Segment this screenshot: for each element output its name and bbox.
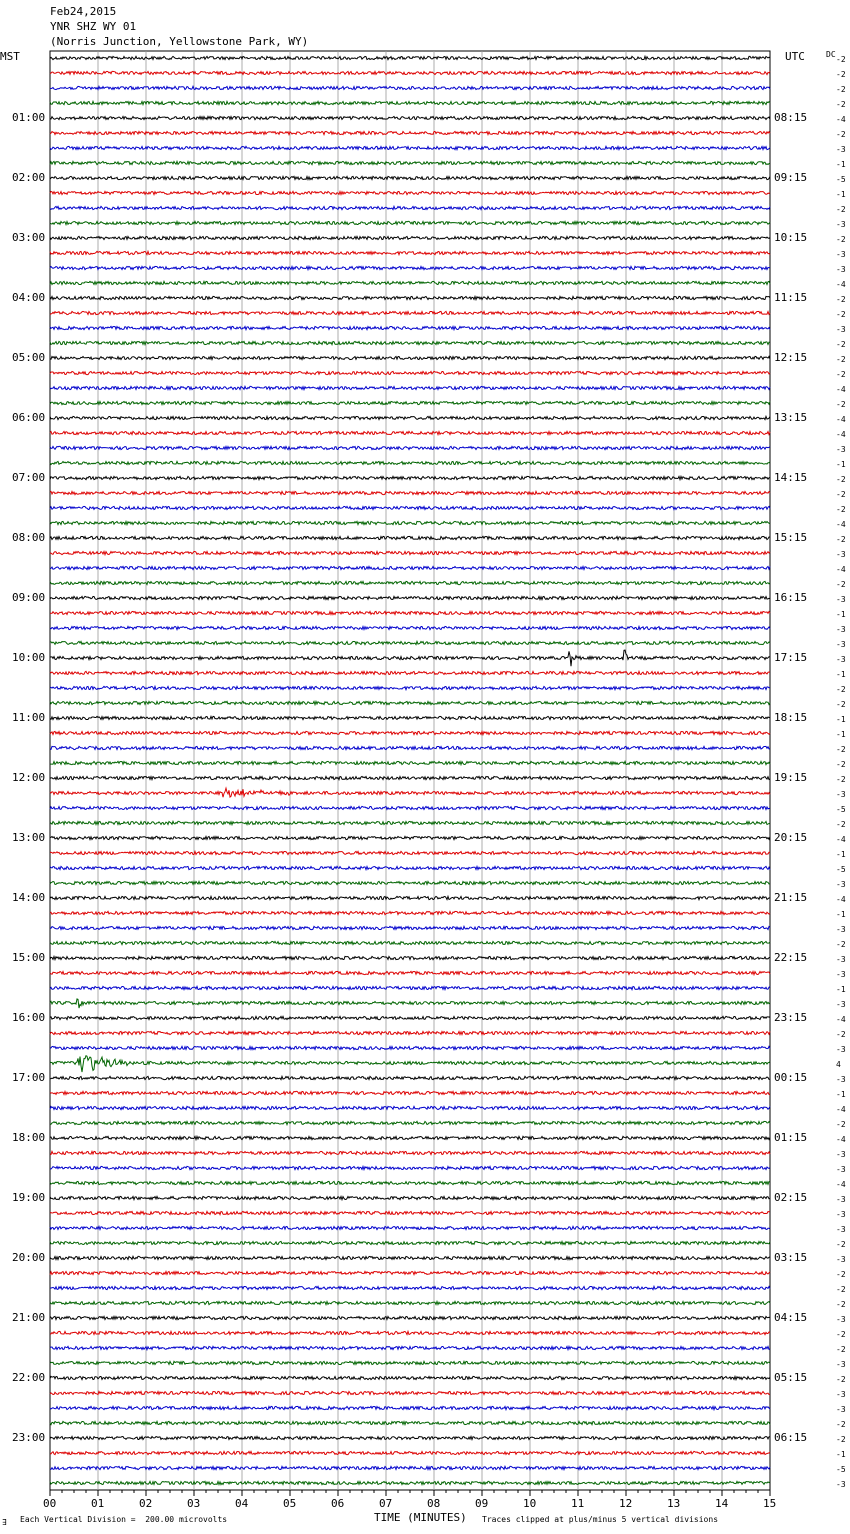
dc-offset-label: -3 [836,145,846,154]
x-tick-label: 01 [91,1497,105,1510]
dc-offset-label: -3 [836,1045,846,1054]
dc-offset-label: -1 [836,610,846,619]
dc-offset-label: -2 [836,1330,846,1339]
utc-hour-label: 12:15 [774,351,808,364]
dc-offset-label: -4 [836,115,846,124]
recording-date: Feb24,2015 [50,5,117,18]
mst-hour-label: 06:00 [12,411,46,424]
seismic-trace [50,1226,770,1229]
dc-offset-label: -3 [836,1150,846,1159]
seismic-trace [50,476,770,479]
seismic-trace [50,101,770,104]
dc-offset-label: -3 [836,595,846,604]
dc-offset-label: -2 [836,1285,846,1294]
seismic-trace [50,56,770,59]
seismic-trace [50,1301,770,1304]
dc-offset-label: -2 [836,490,846,499]
mst-hour-label: 18:00 [12,1131,46,1144]
mst-hour-label: 09:00 [12,591,46,604]
left-axis-title: MST [0,50,20,63]
dc-label: DC [826,50,836,59]
dc-offset-label: -3 [836,325,846,334]
dc-offset-label: -3 [836,640,846,649]
dc-offset-label: -3 [836,1165,846,1174]
dc-offset-label: -4 [836,1135,846,1144]
dc-offset-label: -3 [836,220,846,229]
seismic-trace [50,1166,770,1169]
utc-hour-label: 21:15 [774,891,808,904]
seismic-trace [50,971,770,974]
seismic-trace [50,1091,770,1094]
dc-offset-label: -3 [836,1195,846,1204]
utc-hour-label: 03:15 [774,1251,808,1264]
seismic-trace [50,1106,770,1109]
seismic-trace [50,461,770,464]
seismic-trace [50,581,770,584]
dc-offset-label: -2 [836,1030,846,1039]
x-tick-label: 08 [427,1497,441,1510]
seismic-trace [50,1271,770,1274]
seismic-trace [50,1046,770,1049]
seismic-trace [50,866,770,869]
seismic-trace [50,1421,770,1424]
utc-hour-label: 05:15 [774,1371,808,1384]
mst-hour-label: 07:00 [12,471,46,484]
dc-offset-label: -2 [836,310,846,319]
seismic-trace [50,926,770,929]
utc-hour-label: 22:15 [774,951,808,964]
seismic-trace [50,1436,770,1439]
dc-offset-label: -3 [836,1480,846,1489]
dc-offset-label: -3 [836,445,846,454]
seismic-trace [50,596,770,599]
dc-offset-label: -3 [836,1000,846,1009]
dc-offset-label: -3 [836,1405,846,1414]
seismic-trace [50,71,770,74]
x-tick-label: 05 [283,1497,297,1510]
seismic-trace [50,806,770,809]
utc-hour-label: 18:15 [774,711,808,724]
seismic-trace [50,641,770,644]
utc-hour-label: 02:15 [774,1191,808,1204]
dc-offset-label: -4 [836,1180,846,1189]
dc-offset-label: -2 [836,70,846,79]
dc-offset-label: -2 [836,775,846,784]
utc-hour-label: 19:15 [774,771,808,784]
utc-hour-label: 10:15 [774,231,808,244]
dc-offset-label: 4 [836,1060,841,1069]
seismic-trace [50,536,770,539]
dc-offset-label: -3 [836,970,846,979]
seismic-trace [50,1331,770,1334]
seismic-trace [50,386,770,389]
seismic-trace [50,836,770,839]
dc-offset-label: -2 [836,685,846,694]
dc-offset-label: -3 [836,880,846,889]
dc-offset-label: -2 [836,235,846,244]
seismic-trace [50,416,770,419]
seismic-trace [50,86,770,89]
x-tick-label: 10 [523,1497,537,1510]
dc-offset-label: -1 [836,985,846,994]
dc-offset-label: -5 [836,865,846,874]
seismic-trace [50,191,770,194]
seismic-trace [50,116,770,119]
seismic-trace [50,491,770,494]
seismic-trace [50,731,770,734]
seismic-trace [50,1031,770,1034]
dc-offset-label: -1 [836,910,846,919]
dc-offset-label: -2 [836,1240,846,1249]
seismic-trace [50,1196,770,1199]
dc-offset-label: -4 [836,565,846,574]
seismic-trace [50,1376,770,1379]
seismic-trace [50,551,770,554]
dc-offset-label: -3 [836,1225,846,1234]
seismic-trace [50,626,770,629]
dc-offset-label: -4 [836,520,846,529]
seismic-trace [50,1256,770,1259]
seismic-trace [50,341,770,344]
dc-offset-label: -2 [836,745,846,754]
seismic-trace [50,311,770,314]
seismic-trace [50,999,770,1008]
seismic-trace [50,1181,770,1184]
x-tick-label: 00 [43,1497,57,1510]
vertical-division-note: Each Vertical Division = 200.00 microvolts [20,1515,228,1524]
seismic-trace [50,1466,770,1469]
seismic-trace [50,371,770,374]
dc-offset-label: -1 [836,1450,846,1459]
x-tick-label: 14 [715,1497,729,1510]
seismic-trace [50,1211,770,1214]
seismic-trace [50,1121,770,1124]
mst-hour-label: 17:00 [12,1071,46,1084]
utc-hour-label: 14:15 [774,471,808,484]
utc-hour-label: 15:15 [774,531,808,544]
seismic-trace [50,746,770,749]
mst-hour-label: 19:00 [12,1191,46,1204]
seismic-trace [50,1406,770,1409]
seismic-trace [50,1346,770,1349]
dc-offset-label: -1 [836,460,846,469]
dc-offset-label: -3 [836,625,846,634]
mst-hour-label: 20:00 [12,1251,46,1264]
mst-hour-label: 10:00 [12,651,46,664]
dc-offset-label: -2 [836,400,846,409]
station-name: YNR SHZ WY 01 [50,20,137,33]
seismic-trace [50,446,770,449]
mst-hour-label: 15:00 [12,951,46,964]
dc-offset-label: -2 [836,1270,846,1279]
seismic-trace [50,431,770,434]
dc-offset-label: -1 [836,190,846,199]
mst-hour-label: 14:00 [12,891,46,904]
x-tick-label: 02 [139,1497,153,1510]
mst-hour-label: 23:00 [12,1431,46,1444]
dc-offset-label: -2 [836,205,846,214]
dc-offset-label: -2 [836,295,846,304]
x-tick-label: 09 [475,1497,489,1510]
seismic-trace [50,281,770,284]
utc-hour-label: 16:15 [774,591,808,604]
seismic-trace [50,911,770,914]
utc-hour-label: 06:15 [774,1431,808,1444]
seismic-trace [50,1286,770,1289]
seismic-trace [50,881,770,884]
dc-offset-label: -2 [836,85,846,94]
dc-offset-label: -3 [836,265,846,274]
seismic-trace [50,986,770,989]
dc-offset-label: -2 [836,475,846,484]
seismic-trace [50,650,770,666]
seismic-trace [50,146,770,149]
dc-offset-label: -4 [836,835,846,844]
x-tick-label: 15 [763,1497,777,1510]
dc-offset-label: -3 [836,1210,846,1219]
dc-offset-label: -2 [836,370,846,379]
mst-hour-label: 02:00 [12,171,46,184]
dc-offset-label: -2 [836,1375,846,1384]
seismic-trace [50,1481,770,1484]
dc-offset-label: -2 [836,820,846,829]
clipping-note: Traces clipped at plus/minus 5 vertical divisions [482,1515,719,1524]
dc-offset-label: -3 [836,1315,846,1324]
dc-offset-label: -4 [836,280,846,289]
x-tick-label: 04 [235,1497,249,1510]
utc-hour-label: 13:15 [774,411,808,424]
x-tick-label: 03 [187,1497,201,1510]
seismic-trace [50,236,770,239]
seismic-trace [50,296,770,299]
seismic-trace [50,251,770,254]
mst-hour-label: 01:00 [12,111,46,124]
seismic-trace [50,1451,770,1454]
dc-offset-label: -2 [836,1300,846,1309]
dc-offset-label: -2 [836,100,846,109]
dc-offset-label: -3 [836,655,846,664]
seismic-trace [50,356,770,359]
seismic-trace [50,941,770,944]
seismic-trace [50,761,770,764]
seismic-trace [50,1076,770,1079]
x-tick-label: 06 [331,1497,345,1510]
dc-offset-label: -2 [836,535,846,544]
seismic-trace [50,1016,770,1019]
seismic-trace [50,1391,770,1394]
dc-offset-label: -3 [836,925,846,934]
seismic-trace [50,1361,770,1364]
right-axis-title: UTC [785,50,805,63]
dc-offset-label: -1 [836,670,846,679]
dc-offset-label: -2 [836,760,846,769]
seismic-trace [50,716,770,719]
dc-offset-label: -1 [836,1090,846,1099]
dc-offset-label: -2 [836,1420,846,1429]
dc-offset-label: -3 [836,1390,846,1399]
utc-hour-label: 23:15 [774,1011,808,1024]
x-tick-label: 12 [619,1497,633,1510]
dc-offset-label: -2 [836,580,846,589]
station-location: (Norris Junction, Yellowstone Park, WY) [50,35,309,48]
mst-hour-label: 05:00 [12,351,46,364]
x-tick-label: 13 [667,1497,681,1510]
seismic-trace [50,686,770,689]
dc-offset-label: -3 [836,550,846,559]
dc-offset-label: -3 [836,1075,846,1084]
dc-offset-label: -1 [836,715,846,724]
x-axis-title: TIME (MINUTES) [374,1511,467,1524]
dc-offset-label: -4 [836,430,846,439]
dc-offset-label: -2 [836,130,846,139]
dc-offset-label: -3 [836,1255,846,1264]
seismic-trace [50,1316,770,1319]
dc-offset-label: -2 [836,940,846,949]
seismic-trace [50,1151,770,1154]
dc-offset-label: -5 [836,805,846,814]
mst-hour-label: 16:00 [12,1011,46,1024]
seismic-trace [50,671,770,674]
seismic-trace [50,506,770,509]
dc-offset-label: -2 [836,1120,846,1129]
dc-offset-label: -1 [836,160,846,169]
seismic-trace [50,956,770,959]
dc-offset-label: -3 [836,955,846,964]
mst-hour-label: 22:00 [12,1371,46,1384]
dc-offset-label: -3 [836,790,846,799]
utc-hour-label: 20:15 [774,831,808,844]
seismic-trace [50,521,770,524]
utc-hour-label: 00:15 [774,1071,808,1084]
x-tick-label: 11 [571,1497,585,1510]
utc-hour-label: 01:15 [774,1131,808,1144]
seismic-trace [50,896,770,899]
utc-hour-label: 09:15 [774,171,808,184]
mst-hour-label: 12:00 [12,771,46,784]
seismic-trace [50,611,770,614]
utc-hour-label: 11:15 [774,291,808,304]
dc-offset-label: -2 [836,355,846,364]
dc-offset-label: -2 [836,1345,846,1354]
seismic-trace [50,326,770,329]
dc-offset-label: -2 [836,340,846,349]
seismic-trace [50,701,770,704]
mst-hour-label: 08:00 [12,531,46,544]
mst-hour-label: 21:00 [12,1311,46,1324]
seismic-trace [50,851,770,854]
seismic-trace [50,266,770,269]
dc-offset-label: -2 [836,505,846,514]
utc-hour-label: 17:15 [774,651,808,664]
dc-offset-label: -4 [836,1105,846,1114]
x-tick-label: 07 [379,1497,393,1510]
dc-offset-label: -2 [836,700,846,709]
dc-offset-label: -5 [836,175,846,184]
dc-offset-label: -4 [836,895,846,904]
dc-offset-label: -1 [836,730,846,739]
seismic-trace [50,821,770,824]
mst-hour-label: 11:00 [12,711,46,724]
seismic-trace [50,206,770,209]
dc-offset-label: -4 [836,385,846,394]
seismic-trace [50,401,770,404]
dc-offset-label: -1 [836,850,846,859]
seismic-trace [50,566,770,569]
utc-hour-label: 04:15 [774,1311,808,1324]
dc-offset-label: -2 [836,55,846,64]
dc-offset-label: -4 [836,415,846,424]
dc-offset-label: -3 [836,1360,846,1369]
mst-hour-label: 04:00 [12,291,46,304]
seismic-trace [50,221,770,224]
dc-offset-label: -4 [836,1015,846,1024]
mst-hour-label: 13:00 [12,831,46,844]
dc-offset-label: -3 [836,250,846,259]
dc-offset-label: -5 [836,1465,846,1474]
seismic-trace [50,788,770,797]
footer-mark: ∃ [2,1518,7,1527]
utc-hour-label: 08:15 [774,111,808,124]
dc-offset-label: -2 [836,1435,846,1444]
mst-hour-label: 03:00 [12,231,46,244]
seismic-trace [50,1241,770,1244]
seismic-trace [50,776,770,779]
seismic-trace [50,176,770,179]
seismic-trace [50,1136,770,1139]
seismic-trace [50,131,770,134]
seismic-trace [50,161,770,164]
seismic-trace [50,1056,770,1072]
